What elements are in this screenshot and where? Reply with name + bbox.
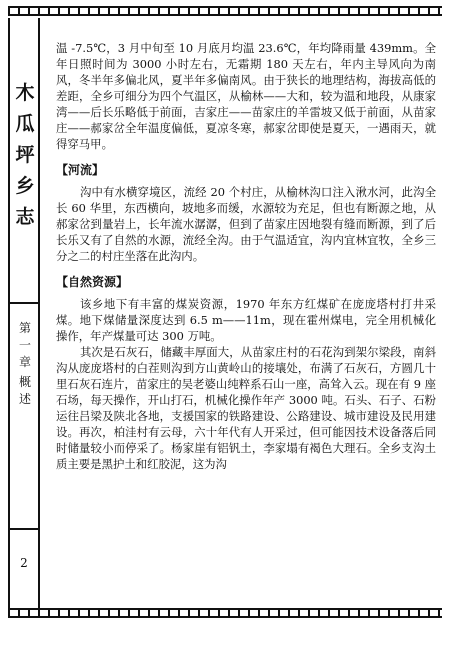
- page-number: 2: [20, 556, 28, 570]
- spine-divider: [10, 528, 38, 530]
- coal-paragraph: 该乡地下有丰富的煤炭资源，1970 年东方红煤矿在庞庞塔村打井采煤。地下煤储量深度达到 6.5 m——11m，现在霍州煤电，完全用机械化操作，年产煤量可达 300 万吨。: [56, 297, 436, 343]
- rivers-paragraph: 沟中有水横穿境区，流经 20 个村庄，从榆林沟口注入湫水河，此沟全长 60 华里，东西横向，坡地多而缓，水源较为充足，但也有断源之地，从郝家岔到量岩上，长年流水潺潺，但到了苗家庄因地裂有缝而断源，到了后长乐又有了自然的水源，流经全沟。由于气温适宜，沟内宜林宜牧，全乡三分之二的村庄坐落在此沟内。: [56, 185, 436, 263]
- chapter-name: 概述: [18, 375, 31, 406]
- chapter-label: 第一章: [18, 321, 31, 369]
- main-text: [56, 40, 436, 472]
- left-spine: [8, 18, 40, 608]
- climate-paragraph: 温 -7.5℃，3 月中旬至 10 月底月均温 23.6℃，年均降雨量 439mm。全年日照时间为 3000 小时左右，无霜期 180 天左右，年内主导风向为南风，冬半年多偏北风，夏半年多偏南风。由于狭长的地理结构，海拔高低的差距，全乡可细分为四个气温区，从榆林——大和，较为温和地段，从康家湾——后长乐略低于前面，吉家庄——苗家庄的羊雷坡又低于前面，从苗家庄——郝家岔全年温度偏低，夏凉冬寒，郝家岔即使是夏天，一遇雨天，就得穿马甲。: [56, 41, 436, 151]
- limestone-paragraph: 其次是石灰石，储藏丰厚面大，从苗家庄村的石花沟到架尔梁段，南斜沟从庞庞塔村的白茬则沟到方山黄岭山的接壤处，布满了石灰石，方圆几十里石灰石连片，苗家庄的吴老婆山纯粹系石山一座，高耸入云。现在有 9 座石场，每天操作，开山打石，机械化操作年产 3000 吨。石头、石子、石粉运往吕梁及陕北各地，支援国家的铁路建设、公路建设、城市建设及民用建设。再次，柏洼村有云母，六十年代有人开采过，但可能因技术设备落后同时储量较小而停采了。杨家崖有铝钒土，李家塌有褐色大理石。全乡支沟土质主要是黑护土和红胶泥，这为沟: [56, 345, 436, 471]
- book-title: 木瓜坪乡志: [15, 82, 35, 228]
- top-border-ornament: [8, 6, 442, 16]
- spine-divider: [10, 302, 38, 304]
- bottom-border-ornament: [8, 608, 442, 618]
- resources-heading: 【自然资源】: [56, 275, 129, 289]
- rivers-heading: 【河流】: [56, 163, 105, 177]
